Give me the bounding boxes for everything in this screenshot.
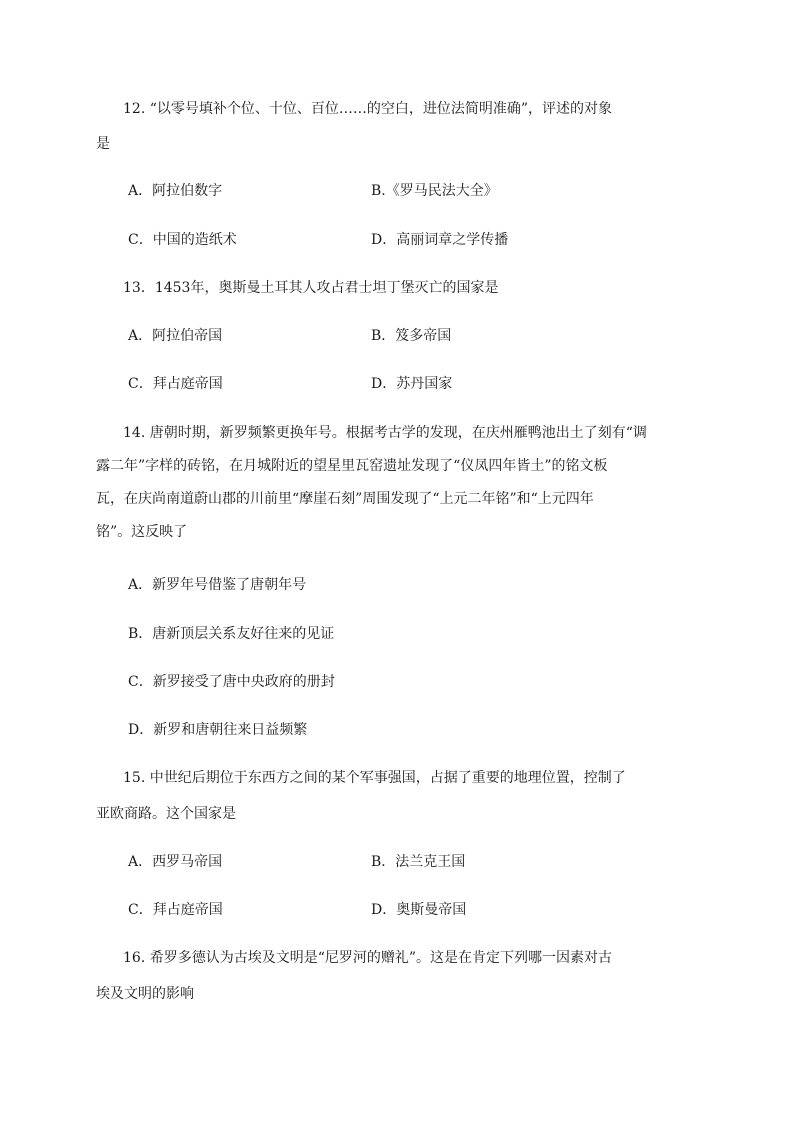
- question-15-option-b: B．法兰克王国: [371, 854, 466, 870]
- question-13-option-c: C．拜占庭帝国: [128, 376, 223, 392]
- question-15-option-c: C．拜占庭帝国: [128, 902, 223, 918]
- question-14-line-4: 铭”。这反映了: [96, 524, 188, 540]
- question-15-line-2: 亚欧商路。这个国家是: [96, 806, 236, 822]
- question-14-option-b: B．唐新顶层关系友好往来的见证: [128, 626, 335, 642]
- question-15-option-d: D．奥斯曼帝国: [371, 902, 467, 918]
- question-14-option-a: A．新罗年号借鉴了唐朝年号: [128, 577, 307, 593]
- question-16-line-2: 埃及文明的影响: [96, 986, 194, 1002]
- question-13-option-d: D．苏丹国家: [371, 376, 453, 392]
- question-15-line-1: 15. 中世纪后期位于东西方之间的某个军事强国，占据了重要的地理位置，控制了: [123, 770, 626, 786]
- question-12-line-1: 12. “以零号填补个位、十位、百位……的空白，进位法简明准确”，评述的对象: [123, 101, 613, 117]
- question-12-option-b: B.《罗马民法大全》: [371, 183, 498, 199]
- question-14-line-2: 露二年”字样的砖铭，在月城附近的望星里瓦窑遗址发现了“仪凤四年皆土”的铭文板: [96, 458, 608, 474]
- question-13-line-1: 13．1453年，奥斯曼土耳其人攻占君士坦丁堡灭亡的国家是: [123, 280, 499, 296]
- question-14-option-d: D．新罗和唐朝往来日益频繁: [128, 722, 308, 738]
- question-14-line-1: 14. 唐朝时期，新罗频繁更换年号。根据考古学的发现，在庆州雁鸭池出土了刻有“调: [123, 425, 647, 441]
- question-12-option-d: D．高丽词章之学传播: [371, 232, 509, 248]
- question-13-option-b: B．笈多帝国: [371, 328, 452, 344]
- question-14-line-3: 瓦，在庆尚南道蔚山郡的川前里“摩崖石刻”周围发现了“上元二年铭”和“上元四年: [96, 491, 594, 507]
- question-14-option-c: C．新罗接受了唐中央政府的册封: [128, 674, 335, 690]
- question-12-option-c: C．中国的造纸术: [128, 232, 237, 248]
- question-12-option-a: A．阿拉伯数字: [128, 183, 223, 199]
- question-13-option-a: A．阿拉伯帝国: [128, 328, 223, 344]
- question-12-line-2: 是: [96, 136, 110, 152]
- question-16-line-1: 16. 希罗多德认为古埃及文明是“尼罗河的赠礼”。这是在肯定下列哪一因素对古: [123, 950, 613, 966]
- question-15-option-a: A．西罗马帝国: [128, 854, 223, 870]
